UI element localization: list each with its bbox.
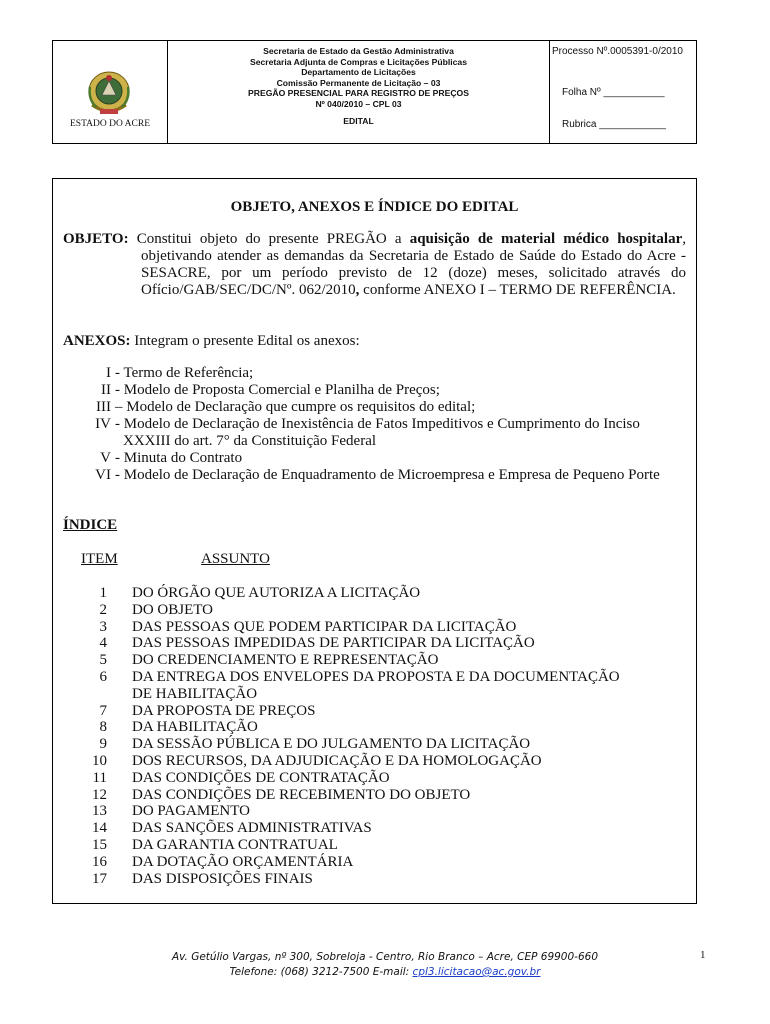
- index-title: DA PROPOSTA DE PREÇOS: [132, 702, 316, 719]
- index-title: DAS DISPOSIÇÕES FINAIS: [132, 870, 313, 887]
- index-title: DA HABILITAÇÃO: [132, 719, 258, 736]
- annex-text: Modelo de Declaração de Enquadramento de Microempresa e Empresa de Pequeno Porte: [123, 467, 660, 483]
- list-item: IV - Modelo de Declaração de Inexistência de Fatos Impeditivos e Cumprimento do Inciso: [81, 416, 681, 433]
- index-number: 3: [99, 618, 107, 635]
- index-number: 12: [92, 786, 107, 803]
- objeto-highlight: aquisição de material médico hospitalar: [409, 231, 683, 247]
- index-row: [81, 686, 681, 703]
- index-row: [81, 619, 681, 636]
- index-title: DAS PESSOAS QUE PODEM PARTICIPAR DA LICITAÇÃO: [132, 618, 517, 635]
- item-column-header: ITEM: [81, 551, 118, 567]
- index-title: DO PAGAMENTO: [132, 803, 250, 820]
- annex-number: VI: [95, 467, 111, 483]
- index-title: DAS PESSOAS IMPEDIDAS DE PARTICIPAR DA LICITAÇÃO: [132, 635, 535, 652]
- section-title: OBJETO, ANEXOS E ÍNDICE DO EDITAL: [230, 199, 519, 215]
- list-item: III – Modelo de Declaração que cumpre os requisitos do edital;: [81, 399, 681, 416]
- objeto-text: conforme ANEXO I – TERMO DE REFERÊNCIA.: [359, 282, 676, 298]
- index-number: 17: [92, 870, 107, 887]
- header-line: Secretaria de Estado da Gestão Administrativa: [263, 46, 454, 56]
- index-number: 1: [99, 585, 107, 601]
- index-number: 13: [92, 803, 107, 820]
- index-row: [81, 820, 681, 837]
- objeto-text: Constitui objeto do presente PREGÃO a: [128, 231, 410, 247]
- index-row: [81, 652, 681, 669]
- header-line: Comissão Permanente de Licitação – 03: [276, 77, 441, 88]
- index-row: [81, 854, 681, 871]
- list-item: VI - Modelo de Declaração de Enquadramento de Microempresa e Empresa de Pequeno Porte: [81, 467, 681, 484]
- annex-text: Termo de Referência;: [123, 365, 254, 381]
- rubrica-field: Rubrica ____________: [562, 119, 666, 130]
- anexos-heading: [63, 333, 360, 350]
- index-title: DO ÓRGÃO QUE AUTORIZA A LICITAÇÃO: [132, 585, 421, 601]
- index-number: 5: [99, 652, 107, 669]
- index-row: [81, 837, 681, 854]
- annex-number: II: [101, 382, 111, 398]
- annex-list: [81, 365, 681, 484]
- annex-number: III: [96, 399, 111, 415]
- header-line: PREGÃO PRESENCIAL PARA REGISTRO DE PREÇOS: [248, 88, 469, 99]
- annex-number: V: [100, 450, 111, 466]
- page-number: 1: [700, 949, 706, 961]
- index-row: [81, 585, 681, 602]
- index-title: DAS CONDIÇÕES DE CONTRATAÇÃO: [132, 769, 390, 786]
- index-row: [81, 736, 681, 753]
- index-number: 2: [99, 601, 107, 618]
- edital-label: EDITAL: [343, 115, 374, 126]
- index-number: 14: [92, 820, 107, 837]
- index-row: [81, 602, 681, 619]
- objeto-text: , objetivando atender as demandas da Secretaria de Estado de Saúde do Estado do Acre - SESACRE, por um período previsto de 12 (doze) meses, solicitado através do Ofício/GAB/SEC/DC/Nº. 062/2010: [141, 231, 686, 298]
- annex-number: I: [106, 365, 111, 381]
- annex-text: Modelo de Declaração que cumpre os requisitos do edital;: [126, 399, 476, 415]
- index-number: 9: [99, 736, 107, 753]
- footer-address: Av. Getúlio Vargas, nº 300, Sobreloja - Centro, Rio Branco – Acre, CEP 69900-660: [172, 951, 598, 963]
- index-number: 8: [99, 719, 107, 736]
- index-title: DOS RECURSOS, DA ADJUDICAÇÃO E DA HOMOLOGAÇÃO: [132, 752, 542, 769]
- index-number: 4: [99, 635, 107, 652]
- index-row: [81, 753, 681, 770]
- anexos-text: Integram o presente Edital os anexos:: [130, 333, 360, 349]
- folha-field: Folha Nº ___________: [562, 87, 665, 98]
- index-number: 16: [92, 853, 107, 870]
- header-center-cell: [168, 41, 550, 143]
- state-seal-icon: [86, 69, 132, 119]
- list-item: V - Minuta do Contrato: [81, 450, 681, 467]
- list-item: [81, 433, 681, 450]
- objeto-comma: ,: [355, 282, 360, 298]
- index-row: [81, 770, 681, 787]
- header-logo-cell: [53, 41, 168, 143]
- annex-text: XXXIII do art. 7° da Constituição Federal: [123, 433, 377, 449]
- index-title: DA DOTAÇÃO ORÇAMENTÁRIA: [132, 853, 354, 870]
- index-title: DAS SANÇÕES ADMINISTRATIVAS: [132, 820, 372, 837]
- index-row: [81, 719, 681, 736]
- index-list: [81, 585, 681, 887]
- index-row: [81, 787, 681, 804]
- annex-text: Minuta do Contrato: [123, 450, 243, 466]
- index-title: DA GARANTIA CONTRATUAL: [132, 836, 338, 853]
- index-number: 7: [99, 702, 107, 719]
- index-title: DA ENTREGA DOS ENVELOPES DA PROPOSTA E DA DOCUMENTAÇÃO: [132, 668, 620, 685]
- footer-phone: Telefone: (068) 3212-7500 E-mail:: [229, 966, 413, 978]
- page-footer: [80, 950, 690, 980]
- index-title: DO OBJETO: [132, 601, 213, 618]
- index-row: [81, 803, 681, 820]
- header-right-cell: [550, 41, 696, 143]
- estado-label: ESTADO DO ACRE: [70, 119, 150, 129]
- email-link[interactable]: cpl3.licitacao@ac.gov.br: [412, 966, 541, 978]
- annex-text: Modelo de Declaração de Inexistência de Fatos Impeditivos e Cumprimento do Inciso: [123, 416, 640, 432]
- index-number: 15: [92, 836, 107, 853]
- list-item: II - Modelo de Proposta Comercial e Planilha de Preços;: [81, 382, 681, 399]
- index-title: DA SESSÃO PÚBLICA E DO JULGAMENTO DA LICITAÇÃO: [132, 736, 531, 753]
- index-title: DAS CONDIÇÕES DE RECEBIMENTO DO OBJETO: [132, 786, 471, 803]
- header-line: Nº 040/2010 – CPL 03: [315, 98, 402, 109]
- annex-text: Modelo de Proposta Comercial e Planilha de Preços;: [123, 382, 440, 398]
- header-line: Departamento de Licitações: [301, 67, 416, 78]
- index-number: 11: [92, 769, 107, 786]
- content-box: [52, 178, 697, 904]
- assunto-column-header: ASSUNTO: [201, 551, 270, 567]
- objeto-paragraph: [63, 231, 686, 299]
- document-header: [52, 40, 697, 144]
- index-title: DO CREDENCIAMENTO E REPRESENTAÇÃO: [132, 652, 439, 669]
- index-title: DE HABILITAÇÃO: [132, 685, 258, 702]
- processo-number: Processo Nº.0005391-0/2010: [552, 46, 683, 57]
- objeto-label: OBJETO:: [63, 231, 129, 247]
- footer-contact: [80, 965, 690, 980]
- index-row: [81, 669, 681, 686]
- index-row: [81, 871, 681, 888]
- index-row: [81, 635, 681, 652]
- anexos-label: ANEXOS:: [63, 333, 131, 349]
- index-number: 6: [99, 668, 107, 685]
- indice-heading: ÍNDICE: [63, 517, 118, 533]
- index-number: [81, 686, 107, 703]
- list-item: I - Termo de Referência;: [81, 365, 681, 382]
- index-number: 10: [92, 752, 107, 769]
- header-line: Secretaria Adjunta de Compras e Licitações Públicas: [250, 56, 467, 67]
- annex-number: IV: [95, 416, 111, 432]
- index-row: [81, 703, 681, 720]
